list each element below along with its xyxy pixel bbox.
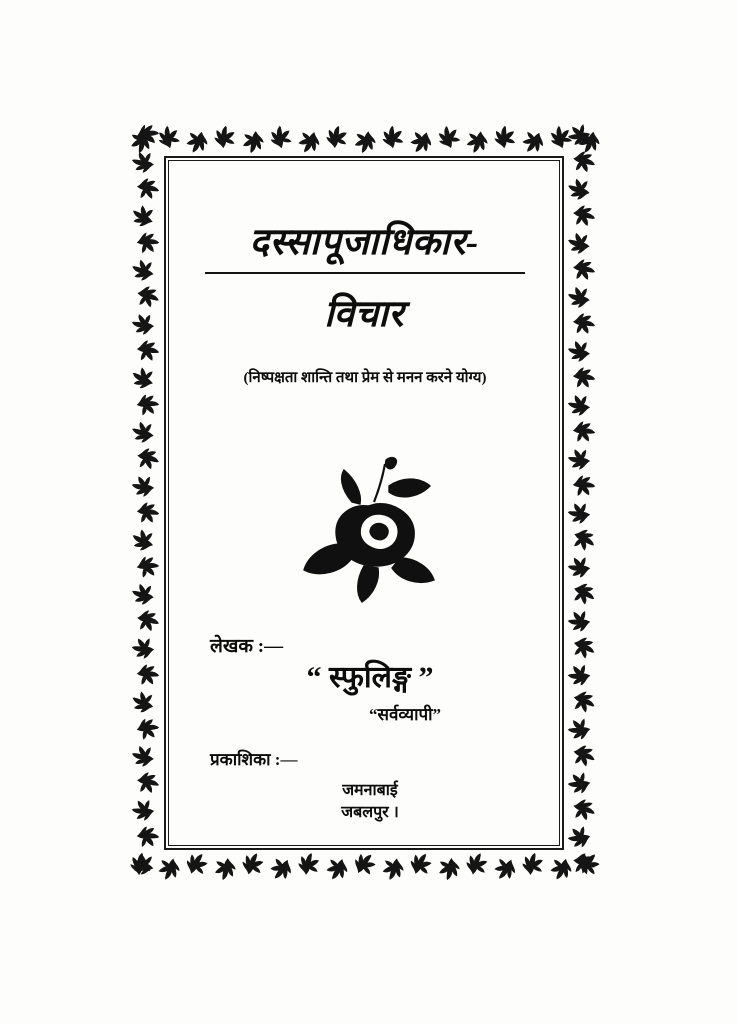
border-leaf-icon: [133, 606, 164, 637]
border-leaf-icon: [566, 824, 592, 850]
border-leaf-band-top: [128, 122, 600, 158]
border-leaf-icon: [565, 445, 594, 474]
border-leaf-icon: [435, 123, 464, 152]
border-leaf-icon: [568, 740, 600, 773]
border-leaf-icon: [564, 173, 595, 205]
border-leaf-icon: [322, 122, 351, 151]
border-leaf-icon: [129, 634, 157, 662]
border-leaf-icon: [129, 472, 158, 501]
cover-subtitle: (निष्पक्षता शान्ति तथा प्रेम से मनन करने योग्य): [243, 370, 487, 386]
publisher-label: प्रकाशिका :—: [210, 750, 298, 769]
border-leaf-icon: [564, 390, 594, 420]
border-leaf-icon: [566, 770, 591, 795]
border-leaf-icon: [294, 849, 325, 880]
border-leaf-icon: [461, 126, 493, 158]
border-leaf-icon: [570, 472, 597, 499]
border-leaf-icon: [569, 309, 598, 338]
border-leaf-icon: [210, 854, 240, 884]
border-leaf-icon: [128, 199, 160, 233]
border-leaf-icon: [129, 796, 156, 823]
title-underline: [205, 272, 525, 274]
border-leaf-icon: [492, 124, 518, 150]
border-leaf-icon: [135, 230, 161, 256]
border-leaf-icon: [569, 201, 600, 232]
border-leaf-icon: [568, 848, 600, 880]
cover-title-line-2: विचार: [324, 294, 404, 335]
border-leaf-band-left: [128, 122, 164, 884]
border-leaf-icon: [564, 336, 594, 366]
border-leaf-icon: [134, 661, 162, 689]
border-leaf-icon: [404, 848, 438, 881]
border-leaf-icon: [128, 309, 157, 338]
border-leaf-icon: [516, 125, 550, 158]
border-leaf-icon: [264, 852, 299, 884]
border-leaf-band-right: [564, 122, 600, 884]
border-leaf-icon: [564, 282, 594, 313]
border-leaf-icon: [518, 849, 548, 879]
border-leaf-icon: [569, 255, 599, 285]
border-leaf-icon: [567, 685, 600, 718]
border-leaf-icon: [135, 716, 161, 742]
rose-illustration-icon: [290, 440, 450, 605]
border-leaf-icon: [237, 848, 270, 880]
author-name: “ स्फुलिङ्ग ”: [306, 661, 434, 694]
border-leaf-icon: [566, 716, 591, 741]
border-leaf-icon: [135, 392, 160, 417]
border-leaf-icon: [570, 418, 598, 446]
border-leaf-icon: [128, 741, 158, 772]
border-leaf-icon: [404, 125, 438, 158]
border-leaf-icon: [128, 147, 158, 177]
border-leaf-icon: [128, 578, 159, 609]
border-leaf-icon: [135, 824, 162, 851]
border-leaf-icon: [570, 364, 599, 393]
border-leaf-icon: [320, 852, 354, 884]
author-label: लेखक :—: [210, 636, 284, 657]
border-leaf-icon: [135, 122, 162, 148]
border-leaf-icon: [128, 416, 159, 448]
border-leaf-icon: [566, 122, 593, 148]
publisher-name: जमनाबाई: [342, 782, 398, 799]
border-leaf-icon: [180, 848, 214, 881]
border-leaf-icon: [132, 443, 163, 474]
border-leaf-icon: [180, 125, 213, 158]
border-leaf-icon: [461, 848, 493, 880]
border-leaf-icon: [133, 768, 163, 798]
border-leaf-icon: [128, 523, 160, 556]
border-leaf-icon: [128, 848, 159, 881]
border-leaf-icon: [268, 124, 294, 150]
border-leaf-icon: [434, 854, 464, 884]
border-leaf-icon: [349, 126, 380, 157]
publisher-city: जबलपुर ।: [341, 804, 399, 821]
border-leaf-icon: [568, 794, 600, 826]
border-leaf-icon: [566, 662, 592, 688]
border-leaf-icon: [128, 685, 160, 718]
border-leaf-icon: [564, 227, 595, 258]
border-leaf-icon: [135, 554, 160, 579]
border-leaf-icon: [292, 125, 326, 158]
cover-title-line-1: दस्सापूजाधिकार-: [249, 222, 479, 263]
border-leaf-icon: [211, 123, 239, 151]
border-leaf-icon: [380, 124, 405, 149]
border-leaf-icon: [567, 631, 600, 664]
border-leaf-icon: [132, 281, 164, 313]
border-leaf-band-bottom: [128, 848, 600, 884]
author-alias: “सर्वव्यापी”: [368, 705, 442, 724]
border-leaf-icon: [567, 523, 600, 557]
border-leaf-icon: [128, 361, 160, 395]
border-leaf-icon: [238, 127, 268, 157]
border-leaf-icon: [567, 577, 600, 611]
